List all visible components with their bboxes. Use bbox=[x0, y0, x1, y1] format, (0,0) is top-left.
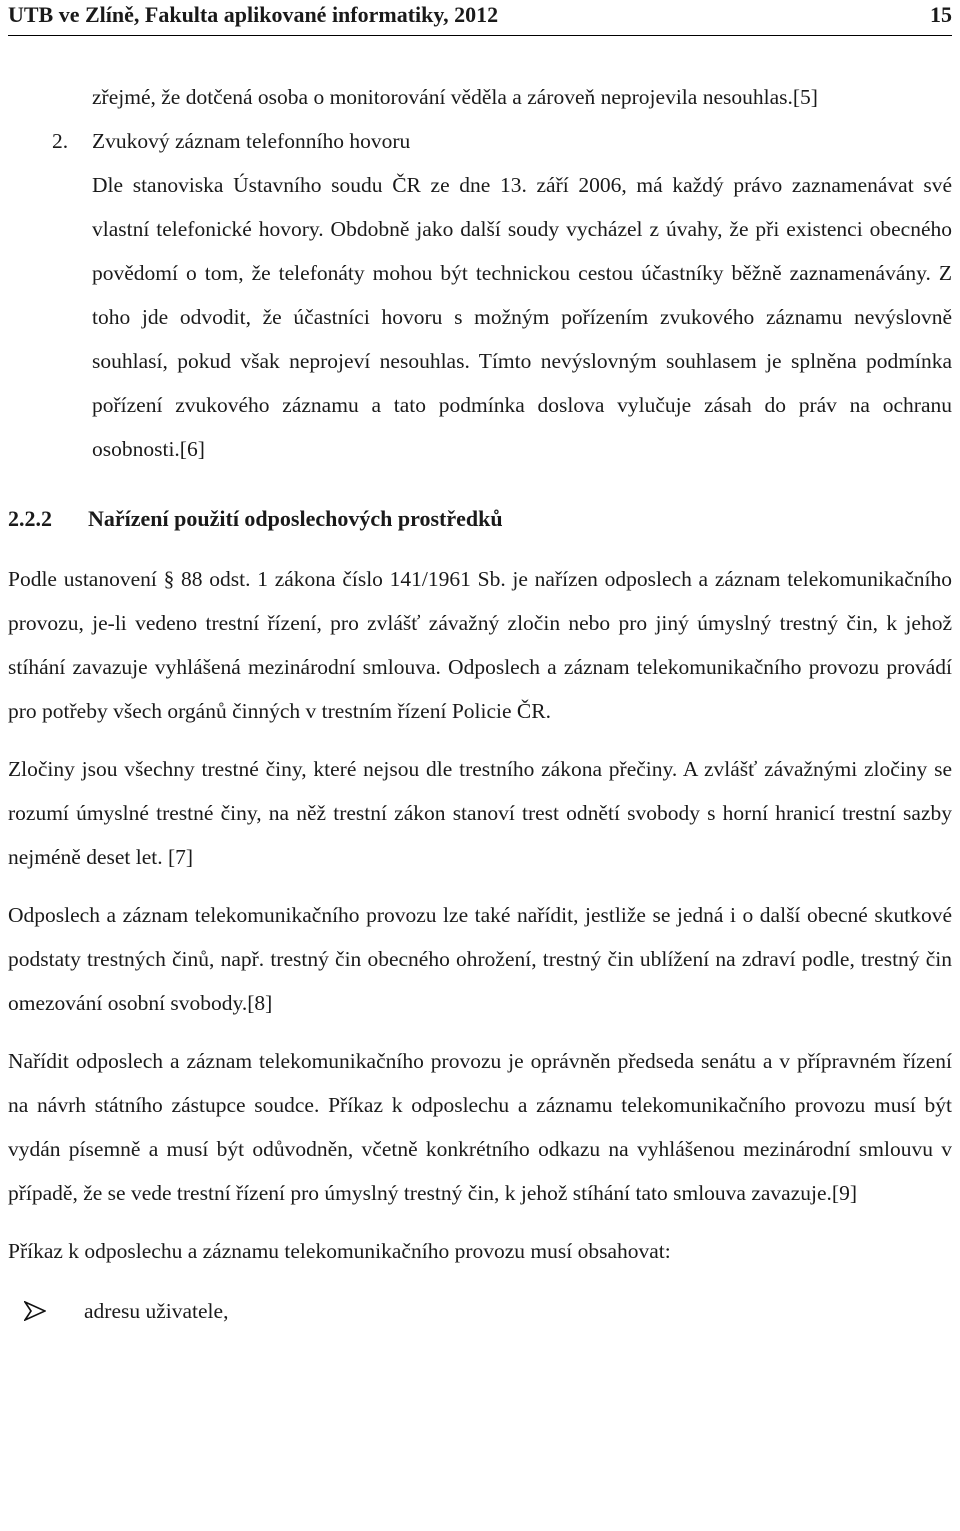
bullet-text: adresu uživatele, bbox=[84, 1299, 229, 1323]
header-title: UTB ve Zlíně, Fakulta aplikované informatiky, 2012 bbox=[8, 2, 499, 27]
page-header bbox=[8, 0, 952, 36]
section-number: 2.2.2 bbox=[8, 506, 52, 531]
section-title: Nařízení použití odposlechových prostředků bbox=[88, 506, 503, 531]
section-heading bbox=[8, 497, 952, 541]
paragraph-ordinance: Podle ustanovení § 88 odst. 1 zákona číslo 141/1961 Sb. je nařízen odposlech a záznam telekomunikačního provozu, je-li vedeno trestní řízení, pro zvlášť závažný zločin nebo pro jiný úmyslný trestný čin, k jehož stíhání zavazuje vyhlášená mezinárodní smlouva. Odposlech a záznam telekomunikačního provozu provádí pro potřeby všech orgánů činných v trestním řízení Policie ČR. bbox=[8, 567, 952, 723]
list-item-text: Dle stanoviska Ústavního soudu ČR ze dne 13. září 2006, má každý právo zaznamenávat své vlastní telefonické hovory. Obdobně jako další soudy vycházel z úvahy, že při existenci obecného povědomí o tom, že telefonáty mohou být technickou cestou účastníky běžně zaznamenávány. Z toho jde odvodit, že účastníci hovoru s možným pořízením zvukového záznamu nevýslovně souhlasí, pokud však neprojeví nesouhlas. Tímto nevýslovným souhlasem je splněna podmínka pořízení zvukového záznamu a tato podmínka doslova vylučuje zásah do práv na ochranu osobnosti.[6] bbox=[92, 173, 952, 461]
page-content bbox=[8, 75, 952, 1333]
list-item-2 bbox=[52, 119, 952, 163]
paragraph-order-contents: Příkaz k odposlechu a záznamu telekomunikačního provozu musí obsahovat: bbox=[8, 1239, 671, 1263]
list-item bbox=[24, 1289, 952, 1333]
list-item-number: 2. bbox=[52, 129, 69, 153]
paragraph-crimes: Zločiny jsou všechny trestné činy, které nejsou dle trestního zákona přečiny. A zvlášť závažnými zločiny se rozumí úmyslné trestné činy, na něž trestní zákon stanoví trest odnětí svobody s horní hranicí trestní sazby nejméně deset let. [7] bbox=[8, 757, 952, 869]
paragraph-other-offences: Odposlech a záznam telekomunikačního provozu lze také nařídit, jestliže se jedná i o další obecné skutkové podstaty trestných činů, např. trestný čin obecného ohrožení, trestný čin ublížení na zdraví podle, trestný čin omezování osobní svobody.[8] bbox=[8, 903, 952, 1015]
paragraph-authorization: Nařídit odposlech a záznam telekomunikačního provozu je oprávněn předseda senátu a v přípravném řízení na návrh státního zástupce soudce. Příkaz k odposlechu a záznamu telekomunikačního provozu musí být vydán písemně a musí být odůvodněn, včetně konkrétního odkazu na vyhlášenou mezinárodní smlouvu v případě, že se vede trestní řízení pro úmyslný trestný čin, k jehož stíhání tato smlouva zavazuje.[9] bbox=[8, 1049, 952, 1205]
page-number: 15 bbox=[930, 2, 952, 27]
list-item-title: Zvukový záznam telefonního hovoru bbox=[92, 129, 411, 153]
continued-paragraph: zřejmé, že dotčená osoba o monitorování věděla a zároveň neprojevila nesouhlas.[5] bbox=[92, 85, 818, 109]
arrow-bullet-icon bbox=[24, 1301, 84, 1321]
